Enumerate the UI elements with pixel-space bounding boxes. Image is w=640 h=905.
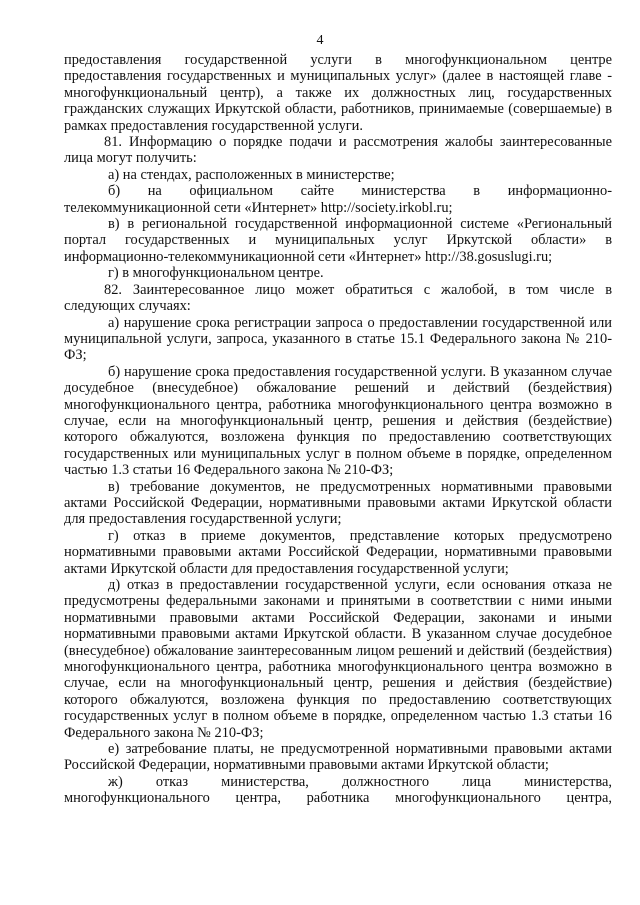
paragraph-82: 82. Заинтересованное лицо может обратиться с жалобой, в том числе в следующих случаях: [64, 281, 612, 315]
paragraph-81: 81. Информацию о порядке подачи и рассмотрения жалобы заинтересованные лица могут получить: [64, 134, 612, 167]
paragraph-82-zh: ж) отказ министерства, должностного лица министерства, многофункционального центра, работника многофункционального центра, [64, 773, 612, 807]
paragraph-82-g: г) отказ в приеме документов, представление которых предусмотрено нормативными правовыми актами Российской Федерации, нормативными правовыми актами Иркутской области для предоставления государственной услуги; [64, 527, 612, 577]
paragraph-82-e: е) затребование платы, не предусмотренной нормативными правовыми актами Российской Федерации, нормативными правовыми актами Иркутской области; [64, 741, 612, 774]
paragraph-82-d: д) отказ в предоставлении государственной услуги, если основания отказа не предусмотрены федеральными законами и принятыми в соответствии с ними иными нормативными правовыми актами Российской Федерации, законами и иными нормативными правовыми актами Иркутской области. В указанном случае досудебное (внесудебное) обжалование заинтересованным лицом решений и действий (бездействия) многофункционального центра, работника многофункционального центра возможно в случае, если на многофункциональный центр, решения и действия (бездействие) которого обжалуются, возложена функция по предоставлению соответствующих государственных услуг в полном объеме в порядке, определенном частью 1.3 статьи 16 Федерального закона № 210-ФЗ; [64, 577, 612, 741]
paragraph-82-v: в) требование документов, не предусмотренных нормативными правовыми актами Российской Федерации, нормативными правовыми актами Иркутской области для предоставления государственной услуги; [64, 478, 612, 528]
paragraph-81-g: г) в многофункциональном центре. [108, 265, 324, 282]
document-body [64, 52, 612, 807]
paragraph-81-a: а) на стендах, расположенных в министерстве; [108, 166, 395, 183]
page-number: 4 [316, 33, 324, 48]
paragraph-82-b: б) нарушение срока предоставления государственной услуги. В указанном случае досудебное (внесудебное) обжалование решений и действий (бездействия) многофункционального центра, работника многофункционального центра возможно в случае, если на многофункциональный центр, решения и действия (бездействие) которого обжалуются, возложена функция по предоставлению соответствующих государственных или муниципальных услуг в полном объеме в порядке, определенном частью 1.3 статьи 16 Федерального закона № 210-ФЗ; [64, 363, 612, 479]
paragraph-82-a: а) нарушение срока регистрации запроса о предоставлении государственной или муниципальной услуги, запроса, указанного в статье 15.1 Федерального закона № 210-ФЗ; [64, 314, 612, 364]
paragraph-81-b: б) на официальном сайте министерства в информационно-телекоммуникационной сети «Интернет» http://society.irkobl.ru; [64, 183, 612, 216]
paragraph-81-v: в) в региональной государственной информационной системе «Региональный портал государственных и муниципальных услуг Иркутской области» в информационно-телекоммуникационной сети «Интернет» http://38.gosuslugi.ru; [64, 216, 612, 265]
paragraph-intro: предоставления государственной услуги в многофункциональном центре предоставления государственных и муниципальных услуг» (далее в настоящей главе - многофункциональный центр), а также их должностных лиц, государственных гражданских служащих Иркутской области, работников, принимаемые (совершаемые) в рамках предоставления государственной услуги. [64, 52, 612, 134]
